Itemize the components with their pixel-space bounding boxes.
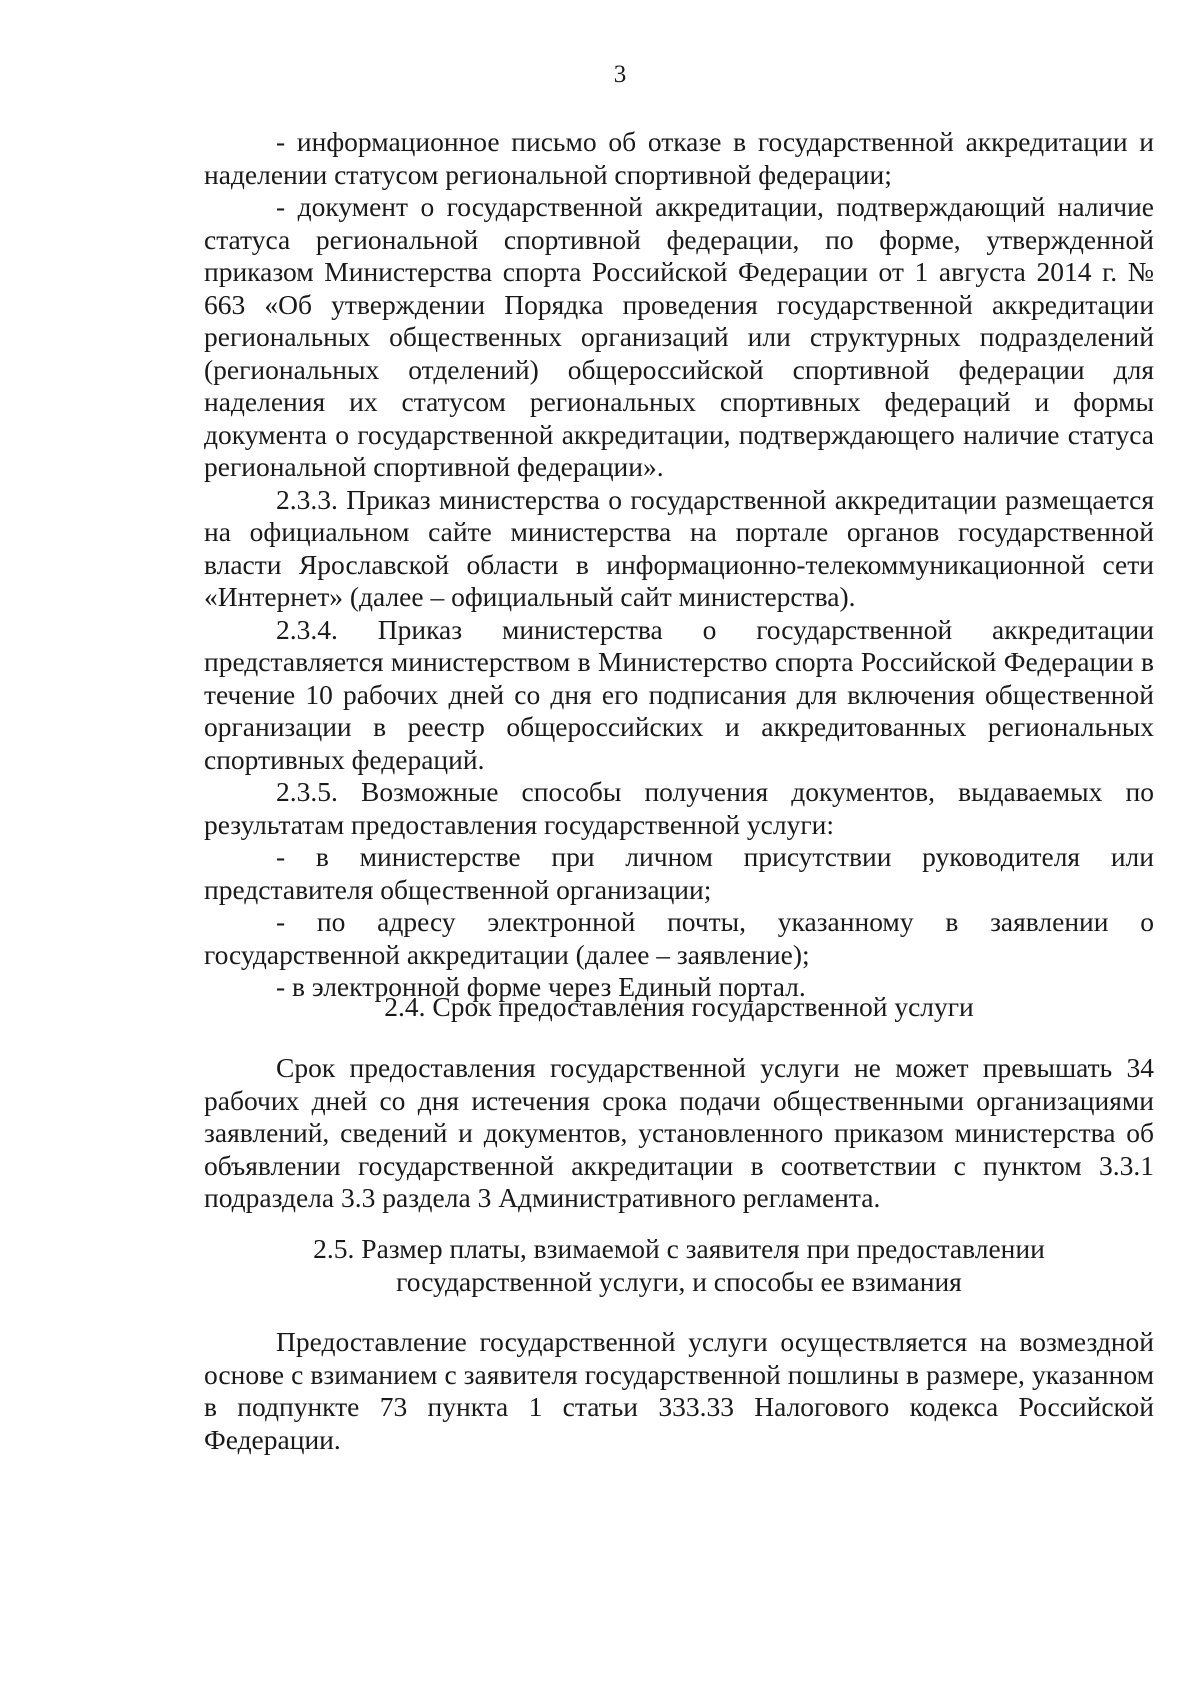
paragraph-2-3-5: 2.3.5. Возможные способы получения документов, выдаваемых по результатам предоставления государственной услуги:	[204, 776, 1154, 840]
paragraph-state-fee: Предоставление государственной услуги осуществляется на возмездной основе с взиманием с заявителя государственной пошлины в размере, указанном в подпункте 73 пункта 1 статьи 333.33 Налогового кодекса Российской Федерации.	[204, 1326, 1154, 1455]
paragraph-refusal-letter: - информационное письмо об отказе в государственной аккредитации и наделении статусом региональной спортивной федерации;	[204, 126, 1154, 190]
section-heading-2-5-line1: 2.5. Размер платы, взимаемой с заявителя при предоставлении	[313, 1233, 1045, 1264]
paragraph-accreditation-document: - документ о государственной аккредитации, подтверждающий наличие статуса региональной спортивной федерации, по форме, утвержденной приказом Министерства спорта Российской Федерации от 1 августа 2014 г. № 663 «Об утверждении Порядка проведения государственной аккредитации региональных общественных организаций или структурных подразделений (региональных отделений) общероссийской спортивной федерации для наделения их статусом региональных спортивных федераций и формы документа о государственной аккредитации, подтверждающего наличие статуса региональной спортивной федерации».	[204, 191, 1154, 482]
section-2-5-body	[204, 1326, 1154, 1456]
paragraph-service-term: Срок предоставления государственной услуги не может превышать 34 рабочих дней со дня истечения срока подачи общественными организациями заявлений, сведений и документов, установленного приказом министерства об объявлении государственной аккредитации в соответствии с пунктом 3.3.1 подраздела 3.3 раздела 3 Административного регламента.	[204, 1052, 1154, 1213]
paragraph-2-3-4: 2.3.4. Приказ министерства о государственной аккредитации представляется министерством в Министерство спорта Российской Федерации в течение 10 рабочих дней со дня его подписания для включения общественной организации в реестр общероссийских и аккредитованных региональных спортивных федераций.	[204, 613, 1154, 775]
section-heading-2-4	[204, 990, 1154, 1023]
section-heading-2-5-line2: государственной услуги, и способы ее взимания	[396, 1266, 962, 1297]
main-text	[204, 126, 1154, 1004]
list-item-electronic-form: - в электронной форме через Единый портал.	[276, 971, 806, 1002]
paragraph-2-3-3: 2.3.3. Приказ министерства о государственной аккредитации размещается на официальном сайте министерства на портале органов государственной власти Ярославской области в информационно-телекоммуникационной сети «Интернет» (далее – официальный сайт министерства).	[204, 483, 1154, 612]
list-item-in-ministry: - в министерстве при личном присутствии руководителя или представителя общественной организации;	[204, 841, 1154, 905]
section-heading-2-4-text: 2.4. Срок предоставления государственной услуги	[384, 991, 974, 1022]
page-number: 3	[613, 61, 627, 88]
section-heading-2-5	[204, 1232, 1154, 1298]
list-item-email: - по адресу электронной почты, указанному в заявлении о государственной аккредитации (далее – заявление);	[204, 906, 1154, 970]
section-2-4-body	[204, 1052, 1154, 1215]
